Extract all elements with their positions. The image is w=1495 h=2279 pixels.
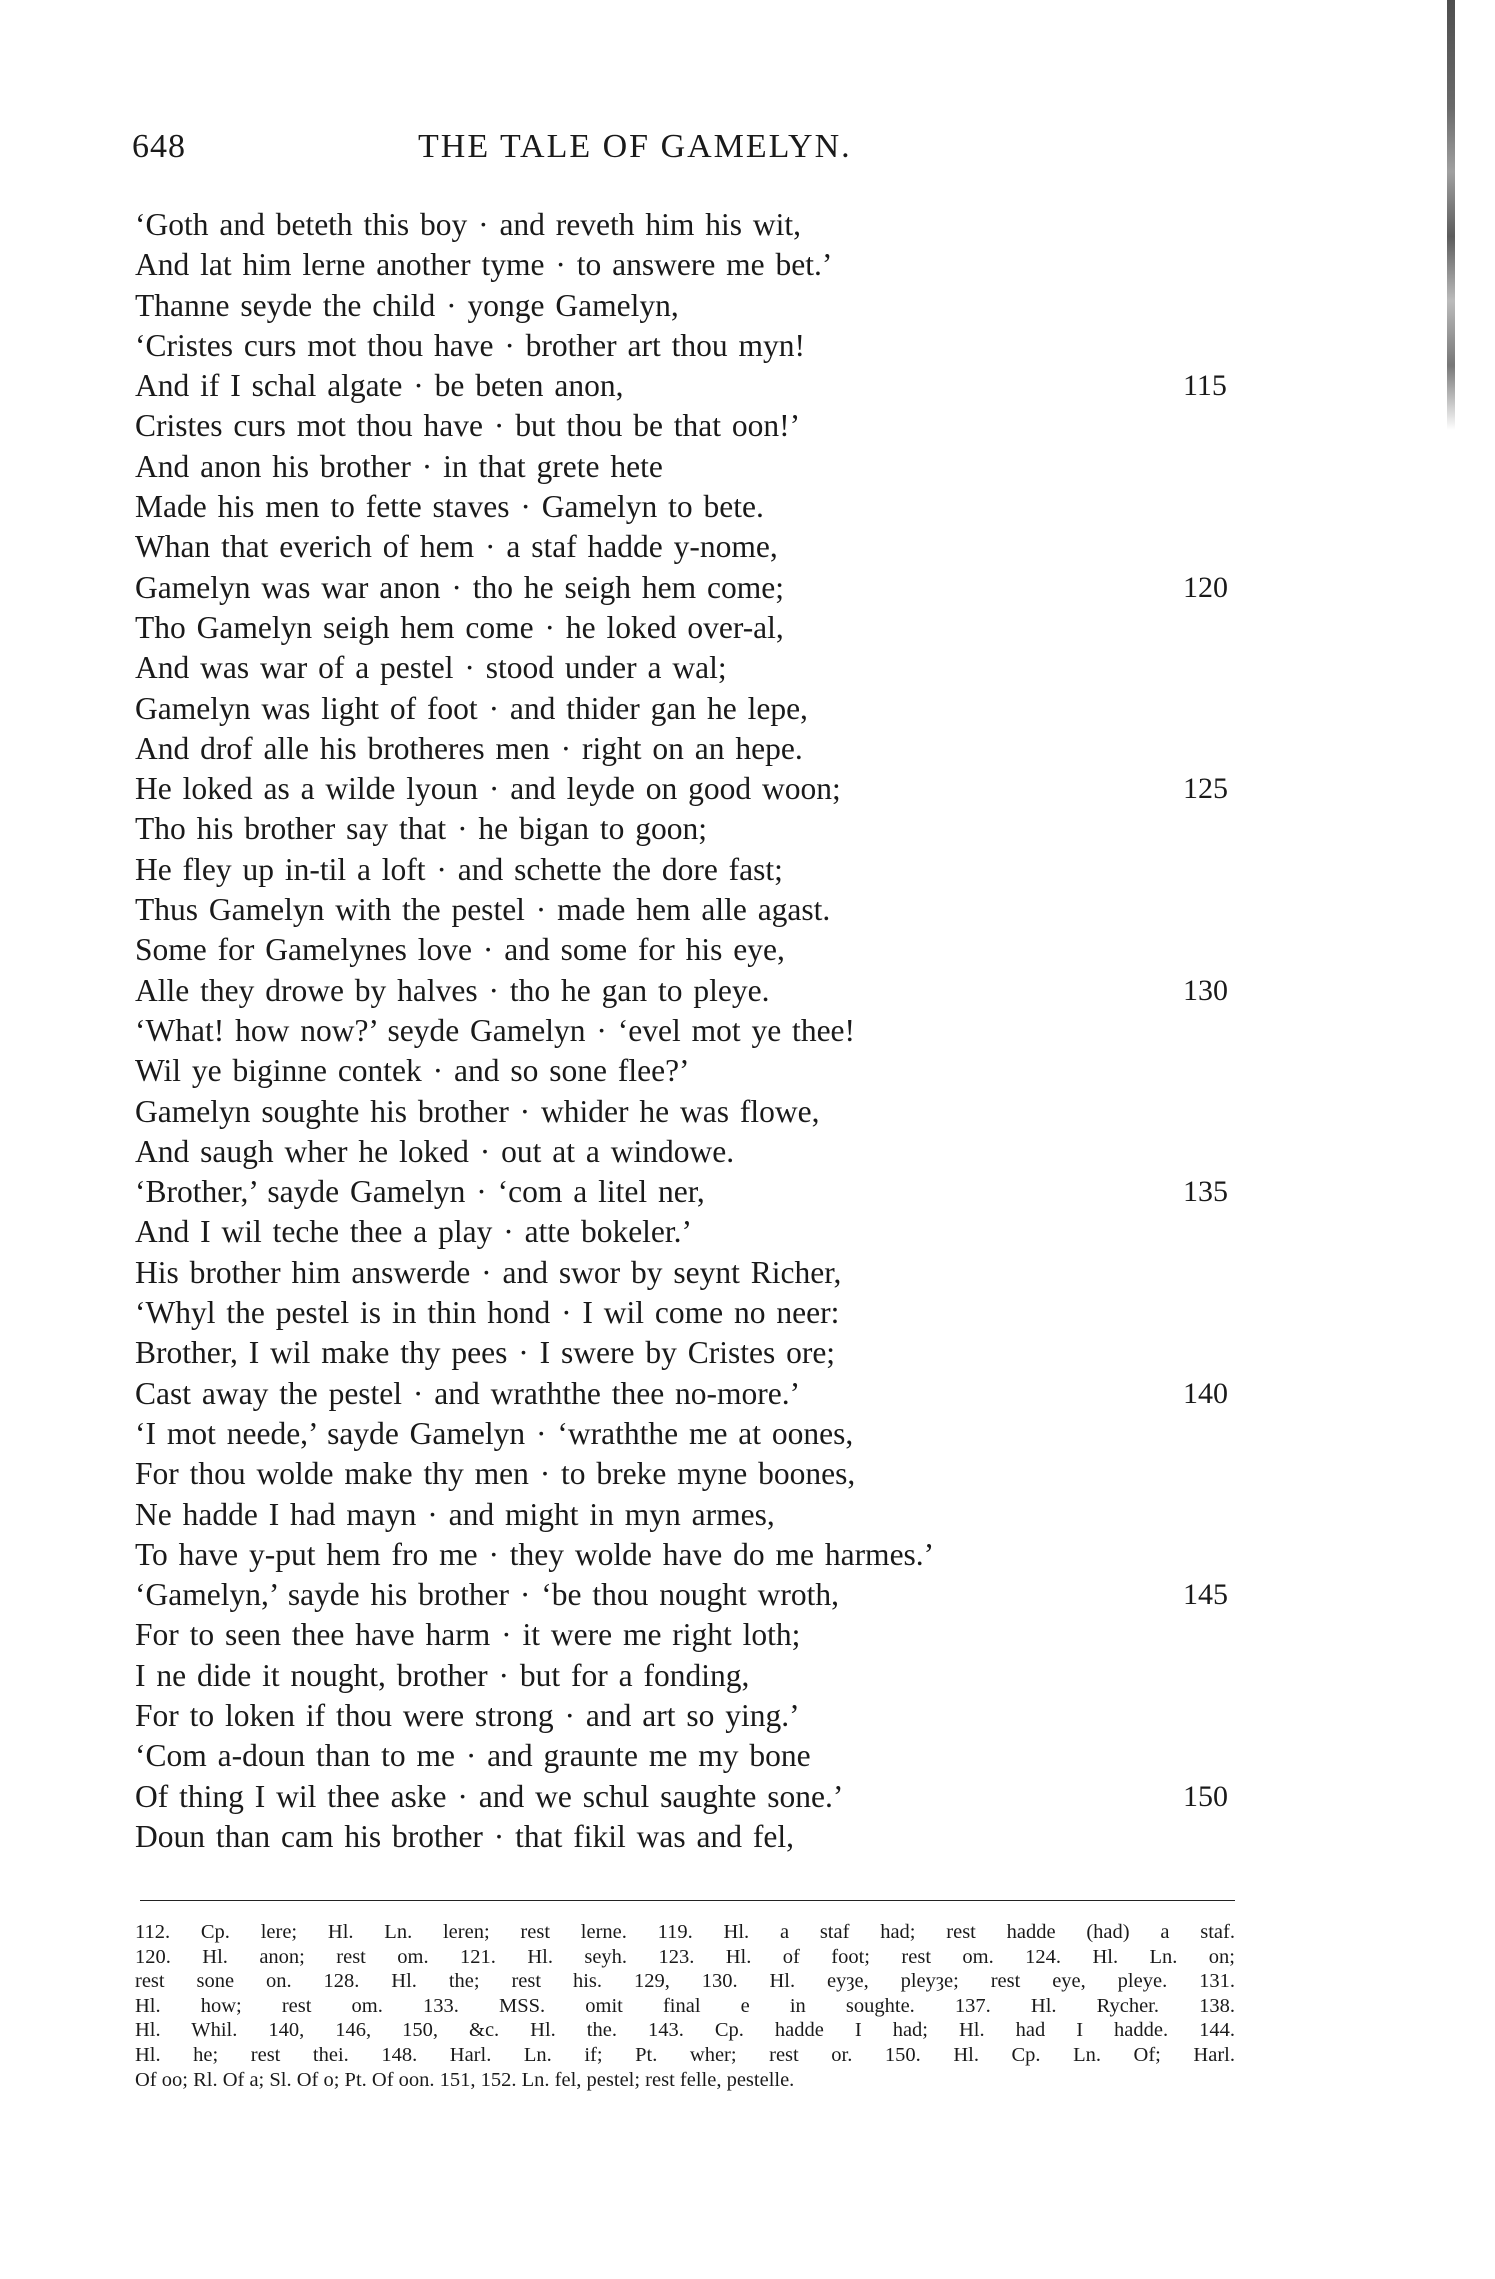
verse-line [135, 608, 1235, 648]
verse-text: He fley up in-til a loft · and schette the dore fast; [135, 851, 783, 887]
footnote-line: 120. Hl. anon; rest om. 121. Hl. seyh. 123. Hl. of foot; rest om. 124. Hl. Ln. on; [135, 1945, 1235, 1968]
verse-text: For to seen thee have harm · it were me right loth; [135, 1617, 801, 1653]
verse-line [135, 1454, 1235, 1494]
verse-line [135, 769, 1235, 809]
running-title: THE TALE OF GAMELYN. [418, 128, 852, 165]
verse-text: Made his men to fette staves · Gamelyn to bete. [135, 489, 764, 525]
verse-line [135, 447, 1235, 487]
verse-line [135, 1132, 1235, 1172]
verse-line [135, 1495, 1235, 1535]
verse-line [135, 1696, 1235, 1736]
verse-line [135, 971, 1235, 1011]
verse-line [135, 1172, 1235, 1212]
line-number: 120 [1183, 570, 1228, 604]
verse-text: ‘Cristes curs mot thou have · brother art thou myn! [135, 327, 805, 363]
verse-line [135, 850, 1235, 890]
verse-text: ‘What! how now?’ seyde Gamelyn · ‘evel mot ye thee! [135, 1012, 856, 1048]
footnote-line: Of oo; Rl. Of a; Sl. Of o; Pt. Of oon. 151, 152. Ln. fel, pestel; rest felle, pestelle. [135, 2068, 795, 2091]
verse-text: Gamelyn was light of foot · and thider gan he lepe, [135, 690, 808, 726]
verse-text: Cristes curs mot thou have · but thou be that oon!’ [135, 408, 801, 444]
verse-text: Doun than cam his brother · that fikil was and fel, [135, 1818, 794, 1854]
verse-text: And was war of a pestel · stood under a wal; [135, 650, 727, 686]
verse-text: Whan that everich of hem · a staf hadde y-nome, [135, 529, 778, 565]
verse-text: And if I schal algate · be beten anon, [135, 368, 624, 404]
verse-text: Tho his brother say that · he bigan to goon; [135, 811, 708, 847]
line-number: 125 [1183, 772, 1228, 806]
verse-text: Tho Gamelyn seigh hem come · he loked over-al, [135, 609, 784, 645]
verse-line [135, 366, 1235, 406]
verse-line [135, 406, 1235, 446]
line-number: 145 [1183, 1578, 1228, 1612]
verse-line [135, 1736, 1235, 1776]
verse-text: And drof alle his brotheres men · right on an hepe. [135, 730, 803, 766]
verse-line [135, 286, 1235, 326]
verse-text: For thou wolde make thy men · to breke myne boones, [135, 1456, 856, 1492]
verse-line [135, 1333, 1235, 1373]
verse-line [135, 1777, 1235, 1817]
verse-line [135, 648, 1235, 688]
verse-text: Thus Gamelyn with the pestel · made hem alle agast. [135, 892, 831, 928]
verse-line [135, 1092, 1235, 1132]
verse-block [135, 205, 1235, 1857]
verse-line [135, 487, 1235, 527]
verse-text: And saugh wher he loked · out at a windowe. [135, 1133, 735, 1169]
verse-text: ‘Goth and beteth this boy · and reveth him his wit, [135, 207, 802, 242]
verse-text: Gamelyn soughte his brother · whider he was flowe, [135, 1093, 820, 1129]
verse-line [135, 245, 1235, 285]
verse-line [135, 1414, 1235, 1454]
verse-text: To have y-put hem fro me · they wolde have do me harmes.’ [135, 1536, 935, 1572]
verse-text: ‘I mot neede,’ sayde Gamelyn · ‘wraththe me at oones, [135, 1415, 854, 1451]
line-number: 140 [1183, 1376, 1228, 1410]
verse-text: ‘Gamelyn,’ sayde his brother · ‘be thou nought wroth, [135, 1577, 840, 1613]
verse-text: His brother him answerde · and swor by seynt Richer, [135, 1254, 842, 1290]
verse-text: Gamelyn was war anon · tho he seigh hem come; [135, 569, 784, 605]
verse-text: Some for Gamelynes love · and some for his eye, [135, 932, 785, 968]
verse-line [135, 689, 1235, 729]
verse-text: Wil ye biginne contek · and so sone flee?’ [135, 1053, 690, 1089]
line-number: 130 [1183, 973, 1228, 1007]
line-number: 150 [1183, 1779, 1228, 1813]
verse-line [135, 1656, 1235, 1696]
footnote-divider [140, 1900, 1235, 1901]
verse-text: For to loken if thou were strong · and art so ying.’ [135, 1697, 800, 1733]
verse-text: Brother, I wil make thy pees · I swere by Cristes ore; [135, 1335, 836, 1371]
verse-line [135, 809, 1235, 849]
verse-line [135, 1212, 1235, 1252]
verse-line [135, 1374, 1235, 1414]
verse-text: Alle they drowe by halves · tho he gan to pleye. [135, 972, 770, 1008]
scan-edge-mark [1447, 0, 1455, 430]
verse-line [135, 1575, 1235, 1615]
verse-text: Ne hadde I had mayn · and might in myn armes, [135, 1496, 775, 1532]
verse-line [135, 890, 1235, 930]
verse-line [135, 1011, 1235, 1051]
verse-text: ‘Com a-doun than to me · and graunte me my bone [135, 1738, 811, 1774]
verse-line [135, 930, 1235, 970]
verse-line [135, 1293, 1235, 1333]
verse-text: ‘Whyl the pestel is in thin hond · I wil come no neer: [135, 1295, 840, 1331]
verse-text: He loked as a wilde lyoun · and leyde on good woon; [135, 771, 841, 807]
verse-line [135, 527, 1235, 567]
verse-line [135, 1051, 1235, 1091]
footnote-line: Hl. how; rest om. 133. MSS. omit final e in soughte. 137. Hl. Rycher. 138. [135, 1994, 1235, 2017]
verse-line [135, 1535, 1235, 1575]
footnote-line: Hl. Whil. 140, 146, 150, &c. Hl. the. 143. Cp. hadde I had; Hl. had I hadde. 144. [135, 2019, 1235, 2042]
line-number: 115 [1183, 369, 1227, 403]
verse-text: I ne dide it nought, brother · but for a fonding, [135, 1657, 750, 1693]
verse-line [135, 568, 1235, 608]
footnotes [135, 1920, 1235, 2092]
footnote-line: 112. Cp. lere; Hl. Ln. leren; rest lerne. 119. Hl. a staf had; rest hadde (had) a staf. [135, 1921, 1235, 1943]
verse-text: And lat him lerne another tyme · to answere me bet.’ [135, 247, 833, 283]
line-number: 135 [1183, 1175, 1228, 1209]
footnote-line: Hl. he; rest thei. 148. Harl. Ln. if; Pt. wher; rest or. 150. Hl. Cp. Ln. Of; Harl. [135, 2043, 1235, 2066]
verse-line [135, 1615, 1235, 1655]
verse-line [135, 326, 1235, 366]
page-number: 648 [132, 128, 186, 165]
verse-text: Of thing I wil thee aske · and we schul saughte sone.’ [135, 1778, 844, 1814]
verse-text: And anon his brother · in that grete hete [135, 448, 663, 484]
verse-text: ‘Brother,’ sayde Gamelyn · ‘com a litel ner, [135, 1174, 705, 1210]
footnote-line: rest sone on. 128. Hl. the; rest his. 129, 130. Hl. eyȝe, pleyȝe; rest eye, pleye. 131. [135, 1970, 1235, 1993]
verse-text: Cast away the pestel · and wraththe thee no-more.’ [135, 1375, 801, 1411]
verse-text: Thanne seyde the child · yonge Gamelyn, [135, 287, 679, 323]
verse-line [135, 205, 1235, 245]
verse-line [135, 729, 1235, 769]
verse-text: And I wil teche thee a play · atte bokeler.’ [135, 1214, 693, 1250]
verse-line [135, 1253, 1235, 1293]
verse-line [135, 1817, 1235, 1857]
